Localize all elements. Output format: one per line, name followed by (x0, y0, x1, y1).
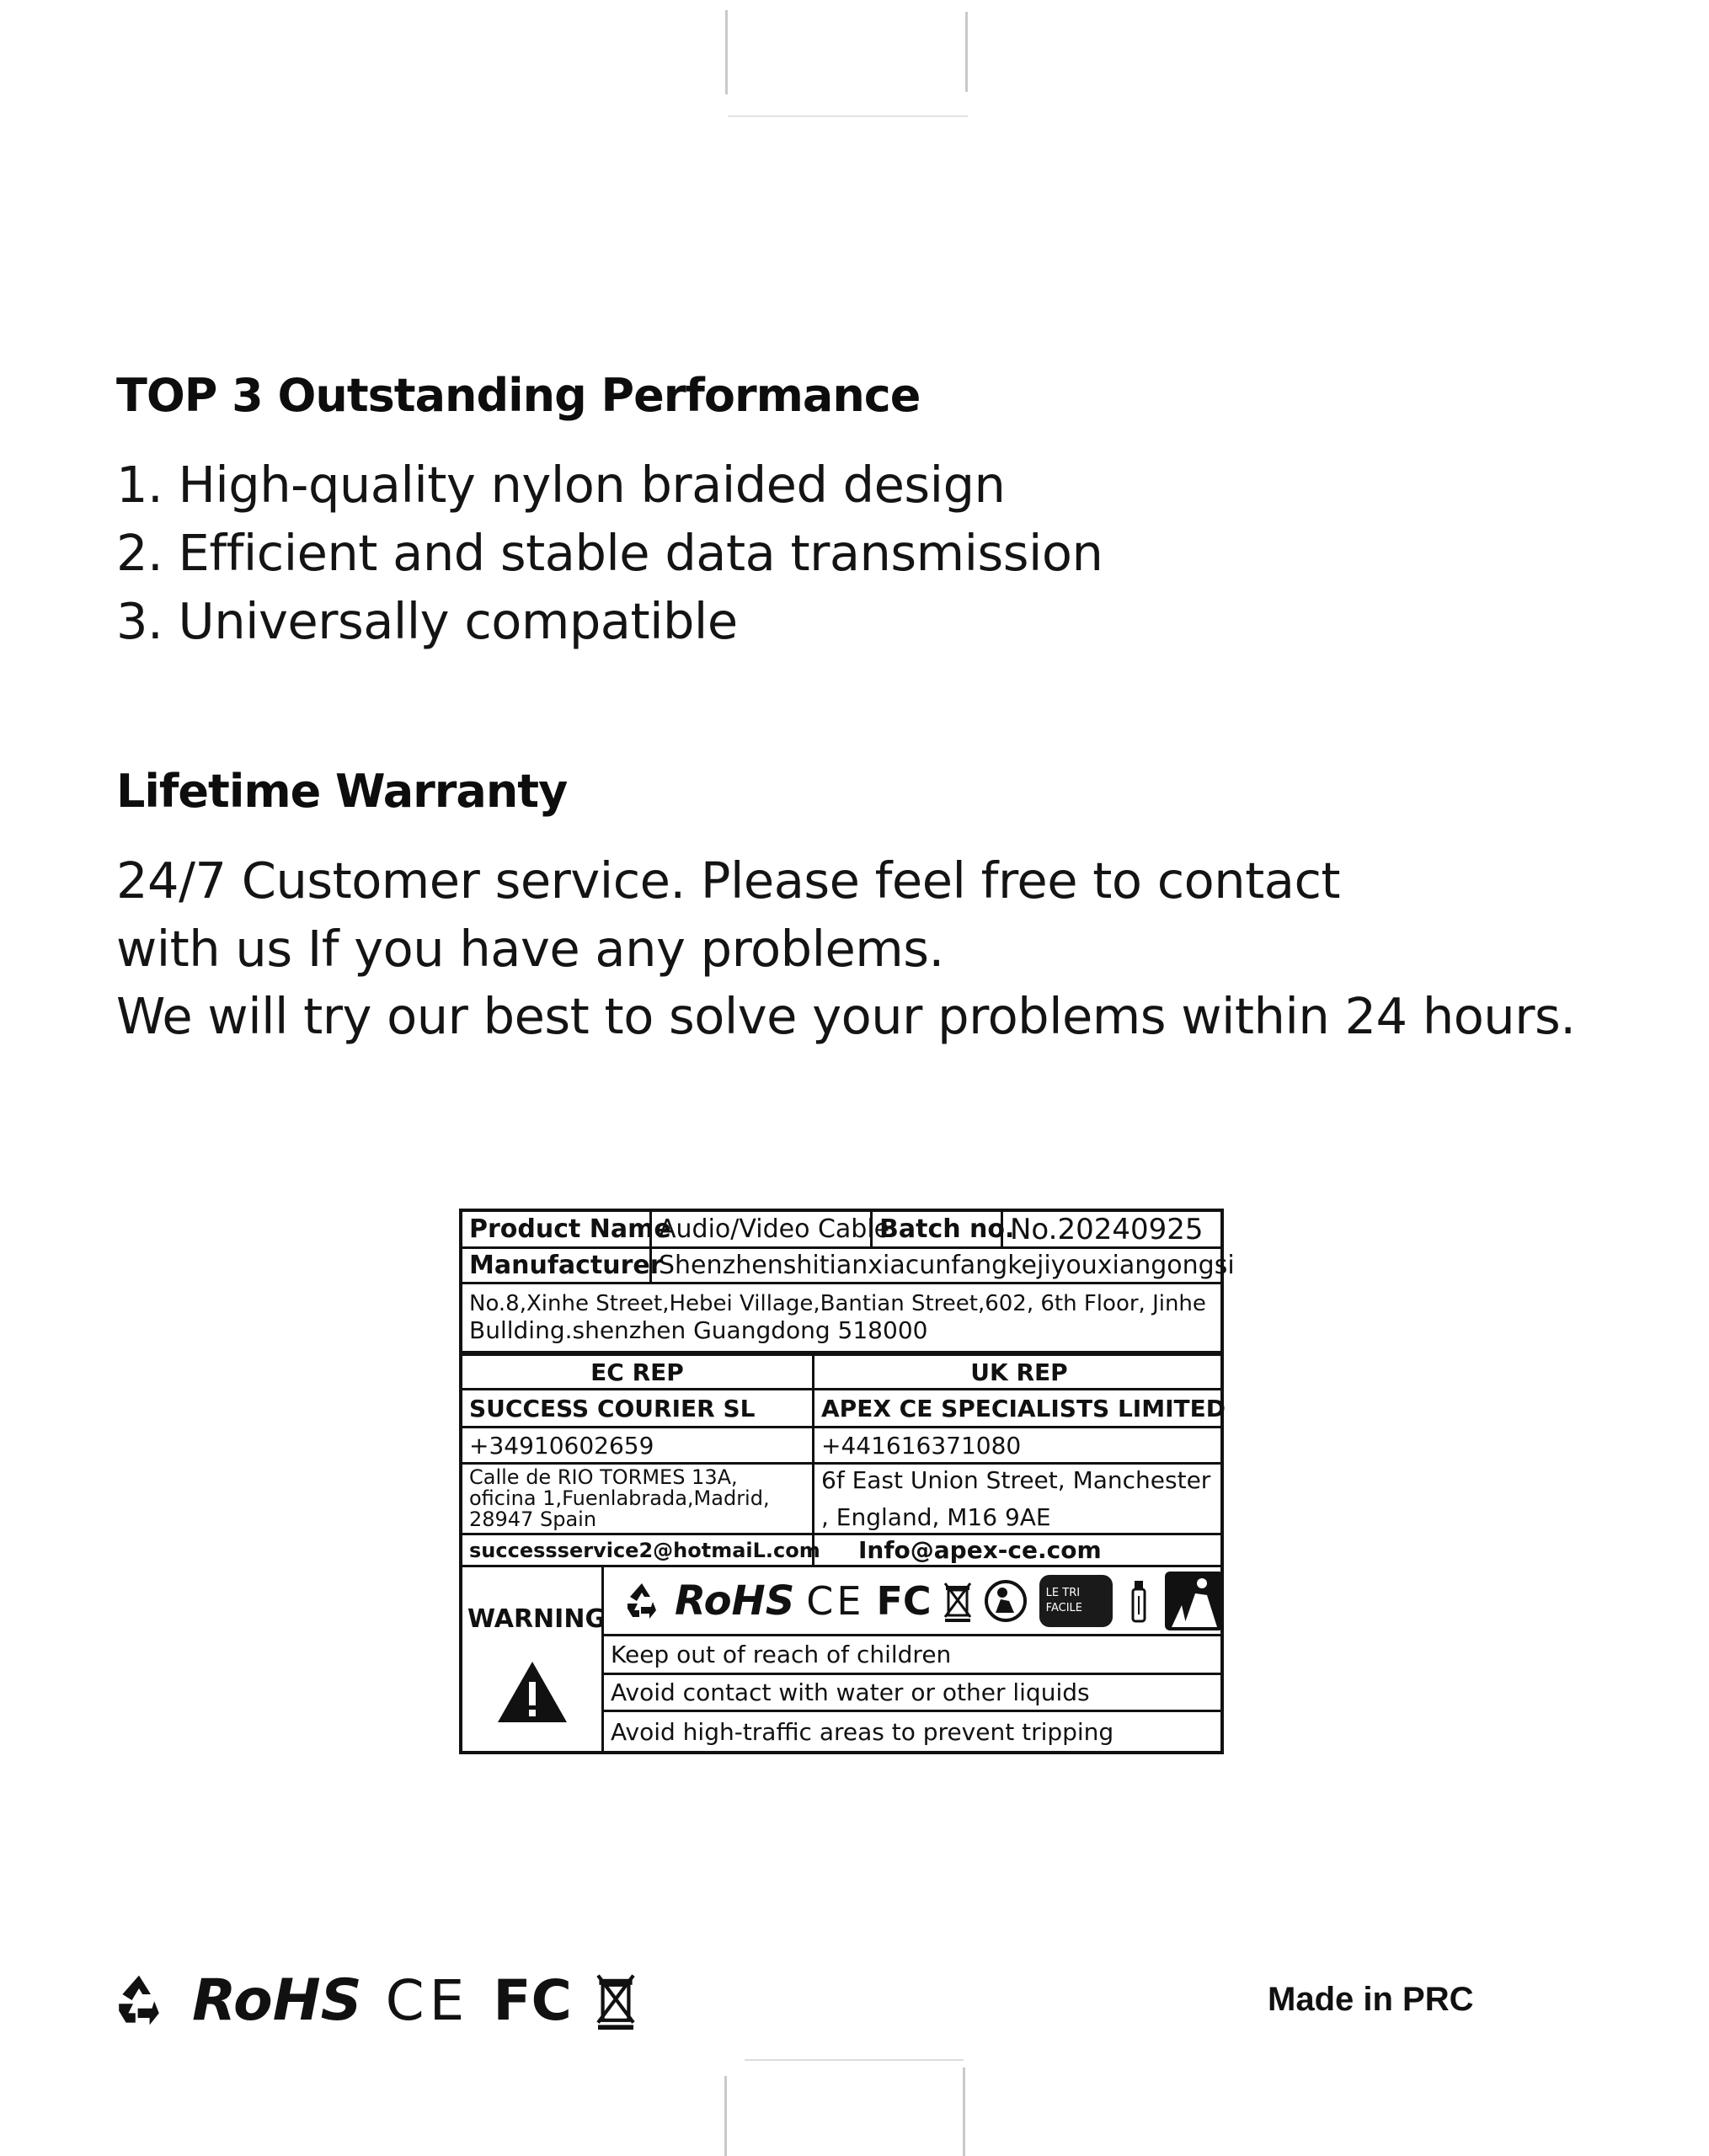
compliance-icons-row (604, 1567, 1224, 1636)
uk-rep-company: APEX CE SPECIALISTS LIMITED (812, 1390, 1224, 1426)
label-row-rep-email (462, 1535, 1220, 1567)
triman-line-1: LE TRI (1045, 1586, 1081, 1599)
triman-icon (1165, 1572, 1224, 1630)
warranty-line-1: 24/7 Customer service. Please feel free to contact (116, 851, 1341, 910)
performance-title: TOP 3 Outstanding Performance (116, 369, 921, 422)
ec-rep-company: SUCCESS COURIER SL (469, 1394, 756, 1422)
footer-rohs-mark: RoHS (192, 1967, 362, 2034)
uk-rep-address-line-1: 6f East Union Street, Manchester (821, 1465, 1211, 1494)
ec-rep-address-line-3: 28947 Spain (469, 1508, 597, 1531)
fold-line-top-left (725, 10, 728, 94)
warning-block (462, 1567, 1224, 1754)
manufacturer-label: Manufacturer (469, 1251, 663, 1280)
footer-compliance-marks (109, 1962, 636, 2038)
footer-weee-bin-icon (595, 1971, 636, 2030)
compliance-label (459, 1209, 1235, 1754)
fold-line-top-right (965, 12, 968, 92)
warning-triangle-icon (496, 1660, 569, 1724)
label-row-rep-headers (462, 1353, 1220, 1390)
footer-fc-mark: FC (493, 1967, 572, 2033)
warning-text-1: Keep out of reach of children (611, 1641, 952, 1668)
warning-text-3: Avoid high-traffic areas to prevent tripping (611, 1717, 1114, 1746)
fold-line-bottom-left (724, 2076, 727, 2156)
fc-mark: FC (876, 1577, 932, 1624)
label-row-manufacturer (462, 1249, 1235, 1284)
uk-rep-header: UK REP (812, 1356, 1224, 1388)
manufacturer-address (462, 1284, 1224, 1351)
label-row-rep-company (462, 1390, 1226, 1428)
made-in-label: Made in PRC (1268, 1981, 1474, 2018)
uk-rep-phone: +441616371080 (812, 1428, 1224, 1462)
fold-line-bottom-base (745, 2059, 964, 2061)
label-row-rep-address (462, 1465, 1220, 1535)
warranty-line-2: with us If you have any problems. (116, 920, 944, 978)
warning-row-3 (604, 1712, 1224, 1751)
triman-line-2: FACILE (1045, 1601, 1082, 1614)
uk-rep-address-line-2: , England, M16 9AE (821, 1502, 1051, 1531)
packaging-bottle-icon (1124, 1577, 1153, 1625)
label-row-product (462, 1212, 1220, 1249)
warning-label: WARNING (467, 1604, 606, 1634)
performance-item-3: 3. Universally compatible (116, 592, 738, 650)
label-row-address (462, 1284, 1220, 1353)
child-safety-icon (984, 1579, 1028, 1623)
ec-rep-address-line-2: oficina 1,Fuenlabrada,Madrid, (469, 1486, 770, 1510)
weee-bin-icon (943, 1580, 972, 1622)
warning-row-2 (604, 1675, 1224, 1712)
ec-rep-address-line-1: Calle de RIO TORMES 13A, (469, 1465, 738, 1489)
product-name-value: Audio/Video Cable (649, 1212, 870, 1246)
ec-rep-phone: +34910602659 (469, 1431, 654, 1460)
footer-recycle-icon (109, 1971, 168, 2030)
uk-rep-address (812, 1465, 1224, 1533)
triman-info-badge (1039, 1575, 1113, 1627)
fold-line-bottom-right (963, 2068, 965, 2156)
ec-rep-email: successservice2@hotmaiL.com (469, 1538, 820, 1562)
batch-label: Batch no. (870, 1212, 1001, 1246)
footer-ce-mark: CE (385, 1967, 470, 2033)
warranty-line-3: We will try our best to solve your problems within 24 hours. (116, 987, 1576, 1045)
ec-rep-header: EC REP (590, 1358, 684, 1386)
rohs-mark: RoHS (675, 1577, 795, 1625)
warning-text-2: Avoid contact with water or other liquids (611, 1678, 1090, 1706)
ce-mark: CE (806, 1577, 865, 1624)
fold-line-top-base (728, 115, 968, 117)
warranty-title: Lifetime Warranty (116, 765, 568, 818)
product-name-label: Product Name (469, 1214, 671, 1244)
warning-row-1 (604, 1636, 1224, 1675)
uk-rep-email: Info@apex-ce.com (812, 1535, 1224, 1565)
manufacturer-value: Shenzhenshitianxiacunfangkejiyouxiangongsi (649, 1249, 1224, 1282)
manufacturer-address-line-1: No.8,Xinhe Street,Hebei Village,Bantian Street,602, 6th Floor, Jinhe (469, 1291, 1206, 1316)
ec-rep-address (462, 1465, 812, 1533)
label-row-rep-phone (462, 1428, 1220, 1465)
warning-left-cell (462, 1567, 604, 1754)
performance-item-1: 1. High-quality nylon braided design (116, 456, 1006, 514)
manufacturer-address-line-2: Bullding.shenzhen Guangdong 518000 (469, 1316, 928, 1344)
performance-item-2: 2. Efficient and stable data transmission (116, 524, 1103, 582)
batch-value: No.20240925 (1001, 1212, 1224, 1246)
recycle-icon (621, 1580, 663, 1622)
